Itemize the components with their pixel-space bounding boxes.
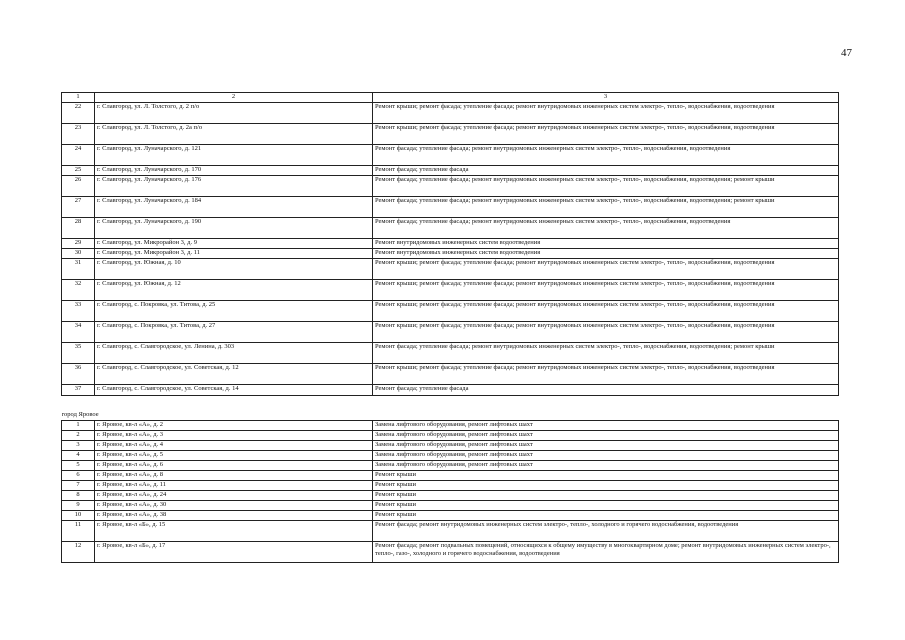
row-address: г. Славгород, ул. Луначарского, д. 176 — [95, 175, 373, 196]
row-number: 1 — [62, 420, 95, 430]
row-address: г. Яровое, кв-л «А», д. 6 — [95, 460, 373, 470]
row-address: г. Яровое, кв-л «А», д. 8 — [95, 470, 373, 480]
table-row — [62, 440, 839, 450]
row-address: г. Славгород, ул. Л. Толстого, д. 2 п/о — [95, 102, 373, 123]
row-works: Ремонт фасада; утепление фасада — [373, 384, 839, 395]
row-address: г. Славгород, с. Славгородское, ул. Ленина, д. 303 — [95, 342, 373, 363]
row-address: г. Яровое, кв-л «А», д. 2 — [95, 420, 373, 430]
row-number: 27 — [62, 196, 95, 217]
row-address: г. Яровое, кв-л «Б», д. 17 — [95, 541, 373, 562]
table-row — [62, 279, 839, 300]
row-address: г. Яровое, кв-л «А», д. 4 — [95, 440, 373, 450]
row-works: Ремонт крыши; ремонт фасада; утепление фасада; ремонт внутридомовых инженерных систем электро-, тепло-, водоснабжения, водоотведения — [373, 300, 839, 321]
table-row — [62, 520, 839, 541]
row-address: г. Яровое, кв-л «А», д. 3 — [95, 430, 373, 440]
row-works: Ремонт крыши — [373, 490, 839, 500]
table-row — [62, 363, 839, 384]
row-number: 32 — [62, 279, 95, 300]
table-row — [62, 490, 839, 500]
row-works: Ремонт фасада; ремонт внутридомовых инженерных систем электро-, тепло-, холодного и горячего водоснабжения, водоотведения — [373, 520, 839, 541]
row-works: Ремонт фасада; утепление фасада; ремонт внутридомовых инженерных систем электро-, тепло-, водоснабжения, водоотведения; ремонт крыши — [373, 196, 839, 217]
table-row — [62, 165, 839, 175]
row-number: 5 — [62, 460, 95, 470]
table-row — [62, 258, 839, 279]
row-number: 33 — [62, 300, 95, 321]
row-address: г. Славгород, с. Славгородское, ул. Советская, д. 14 — [95, 384, 373, 395]
table-row — [62, 384, 839, 395]
row-works: Замена лифтового оборудования, ремонт лифтовых шахт — [373, 450, 839, 460]
row-works: Ремонт крыши; ремонт фасада; утепление фасада; ремонт внутридомовых инженерных систем электро-, тепло-, водоснабжения, водоотведения — [373, 123, 839, 144]
row-address: г. Славгород, ул. Л. Толстого, д. 2а п/о — [95, 123, 373, 144]
row-number: 12 — [62, 541, 95, 562]
row-number: 3 — [62, 440, 95, 450]
row-number: 29 — [62, 238, 95, 248]
row-works: Ремонт крыши — [373, 470, 839, 480]
row-works: Ремонт фасада; утепление фасада; ремонт внутридомовых инженерных систем электро-, тепло-, водоснабжения, водоотведения — [373, 144, 839, 165]
row-works: Замена лифтового оборудования, ремонт лифтовых шахт — [373, 440, 839, 450]
section-header-row — [62, 395, 839, 420]
row-works: Ремонт внутридомовых инженерных систем водоотведения — [373, 248, 839, 258]
row-address: г. Славгород, ул. Южная, д. 10 — [95, 258, 373, 279]
table-row — [62, 510, 839, 520]
row-works: Ремонт крыши — [373, 500, 839, 510]
row-number: 35 — [62, 342, 95, 363]
column-number-2: 2 — [95, 93, 373, 103]
table-row — [62, 248, 839, 258]
table-row — [62, 460, 839, 470]
row-number: 10 — [62, 510, 95, 520]
row-works: Ремонт крыши; ремонт фасада; утепление фасада; ремонт внутридомовых инженерных систем электро-, тепло-, водоснабжения, водоотведения — [373, 102, 839, 123]
row-works: Ремонт внутридомовых инженерных систем водоотведения — [373, 238, 839, 248]
row-address: г. Славгород, ул. Микрорайон 3, д. 9 — [95, 238, 373, 248]
table-row — [62, 342, 839, 363]
row-address: г. Славгород, ул. Луначарского, д. 184 — [95, 196, 373, 217]
row-number: 24 — [62, 144, 95, 165]
row-number: 9 — [62, 500, 95, 510]
column-number-1: 1 — [62, 93, 95, 103]
row-address: г. Славгород, ул. Луначарского, д. 190 — [95, 217, 373, 238]
table-row — [62, 470, 839, 480]
table-row — [62, 321, 839, 342]
row-number: 4 — [62, 450, 95, 460]
row-works: Ремонт фасада; утепление фасада — [373, 165, 839, 175]
row-works: Замена лифтового оборудования, ремонт лифтовых шахт — [373, 420, 839, 430]
table-row — [62, 430, 839, 440]
row-number: 6 — [62, 470, 95, 480]
repair-works-table — [61, 92, 839, 563]
row-address: г. Славгород, ул. Южная, д. 12 — [95, 279, 373, 300]
row-address: г. Славгород, ул. Луначарского, д. 170 — [95, 165, 373, 175]
table-row — [62, 480, 839, 490]
section-title-yarovoe: город Яровое — [62, 395, 839, 420]
row-address: г. Славгород, с. Покровка, ул. Титова, д. 25 — [95, 300, 373, 321]
row-works: Ремонт крыши — [373, 480, 839, 490]
row-number: 22 — [62, 102, 95, 123]
table-row — [62, 420, 839, 430]
row-works: Ремонт крыши; ремонт фасада; утепление фасада; ремонт внутридомовых инженерных систем электро-, тепло-, водоснабжения, водоотведения — [373, 321, 839, 342]
table-row — [62, 175, 839, 196]
column-number-row — [62, 93, 839, 103]
row-works: Ремонт фасада; ремонт подвальных помещений, относящихся к общему имуществу в многоквартирном доме; ремонт внутридомовых инженерных систем электро-, тепло-, газо-, холодного и горячего водоснабжения, водоотведения — [373, 541, 839, 562]
row-address: г. Славгород, с. Покровка, ул. Титова, д. 27 — [95, 321, 373, 342]
row-works: Замена лифтового оборудования, ремонт лифтовых шахт — [373, 430, 839, 440]
row-number: 8 — [62, 490, 95, 500]
row-works: Ремонт фасада; утепление фасада; ремонт внутридомовых инженерных систем электро-, тепло-, водоснабжения, водоотведения; ремонт крыши — [373, 175, 839, 196]
row-number: 25 — [62, 165, 95, 175]
table-row — [62, 102, 839, 123]
row-address: г. Яровое, кв-л «А», д. 11 — [95, 480, 373, 490]
row-number: 34 — [62, 321, 95, 342]
row-number: 30 — [62, 248, 95, 258]
row-works: Ремонт крыши; ремонт фасада; утепление фасада; ремонт внутридомовых инженерных систем электро-, тепло-, водоснабжения, водоотведения — [373, 363, 839, 384]
table-row — [62, 541, 839, 562]
page-number: 47 — [841, 47, 852, 59]
row-address: г. Яровое, кв-л «А», д. 30 — [95, 500, 373, 510]
row-number: 23 — [62, 123, 95, 144]
row-address: г. Славгород, ул. Микрорайон 3, д. 11 — [95, 248, 373, 258]
table-row — [62, 217, 839, 238]
row-address: г. Яровое, кв-л «А», д. 38 — [95, 510, 373, 520]
row-number: 2 — [62, 430, 95, 440]
table-row — [62, 450, 839, 460]
row-works: Ремонт крыши; ремонт фасада; утепление фасада; ремонт внутридомовых инженерных систем электро-, тепло-, водоснабжения, водоотведения — [373, 258, 839, 279]
table-row — [62, 238, 839, 248]
row-address: г. Яровое, кв-л «А», д. 5 — [95, 450, 373, 460]
table-row — [62, 300, 839, 321]
row-address: г. Яровое, кв-л «А», д. 24 — [95, 490, 373, 500]
table-row — [62, 144, 839, 165]
row-address: г. Славгород, с. Славгородское, ул. Советская, д. 12 — [95, 363, 373, 384]
table-row — [62, 123, 839, 144]
row-address: г. Яровое, кв-л «Б», д. 15 — [95, 520, 373, 541]
row-number: 36 — [62, 363, 95, 384]
table-row — [62, 500, 839, 510]
column-number-3: 3 — [373, 93, 839, 103]
row-number: 26 — [62, 175, 95, 196]
row-number: 37 — [62, 384, 95, 395]
table-row — [62, 196, 839, 217]
row-works: Замена лифтового оборудования, ремонт лифтовых шахт — [373, 460, 839, 470]
row-number: 11 — [62, 520, 95, 541]
row-works: Ремонт фасада; утепление фасада; ремонт внутридомовых инженерных систем электро-, тепло-, водоснабжения, водоотведения — [373, 217, 839, 238]
row-works: Ремонт крыши; ремонт фасада; утепление фасада; ремонт внутридомовых инженерных систем электро-, тепло-, водоснабжения, водоотведения — [373, 279, 839, 300]
row-works: Ремонт фасада; утепление фасада; ремонт внутридомовых инженерных систем электро-, тепло-, водоснабжения, водоотведения; ремонт крыши — [373, 342, 839, 363]
row-address: г. Славгород, ул. Луначарского, д. 121 — [95, 144, 373, 165]
row-number: 28 — [62, 217, 95, 238]
row-works: Ремонт крыши — [373, 510, 839, 520]
row-number: 7 — [62, 480, 95, 490]
row-number: 31 — [62, 258, 95, 279]
